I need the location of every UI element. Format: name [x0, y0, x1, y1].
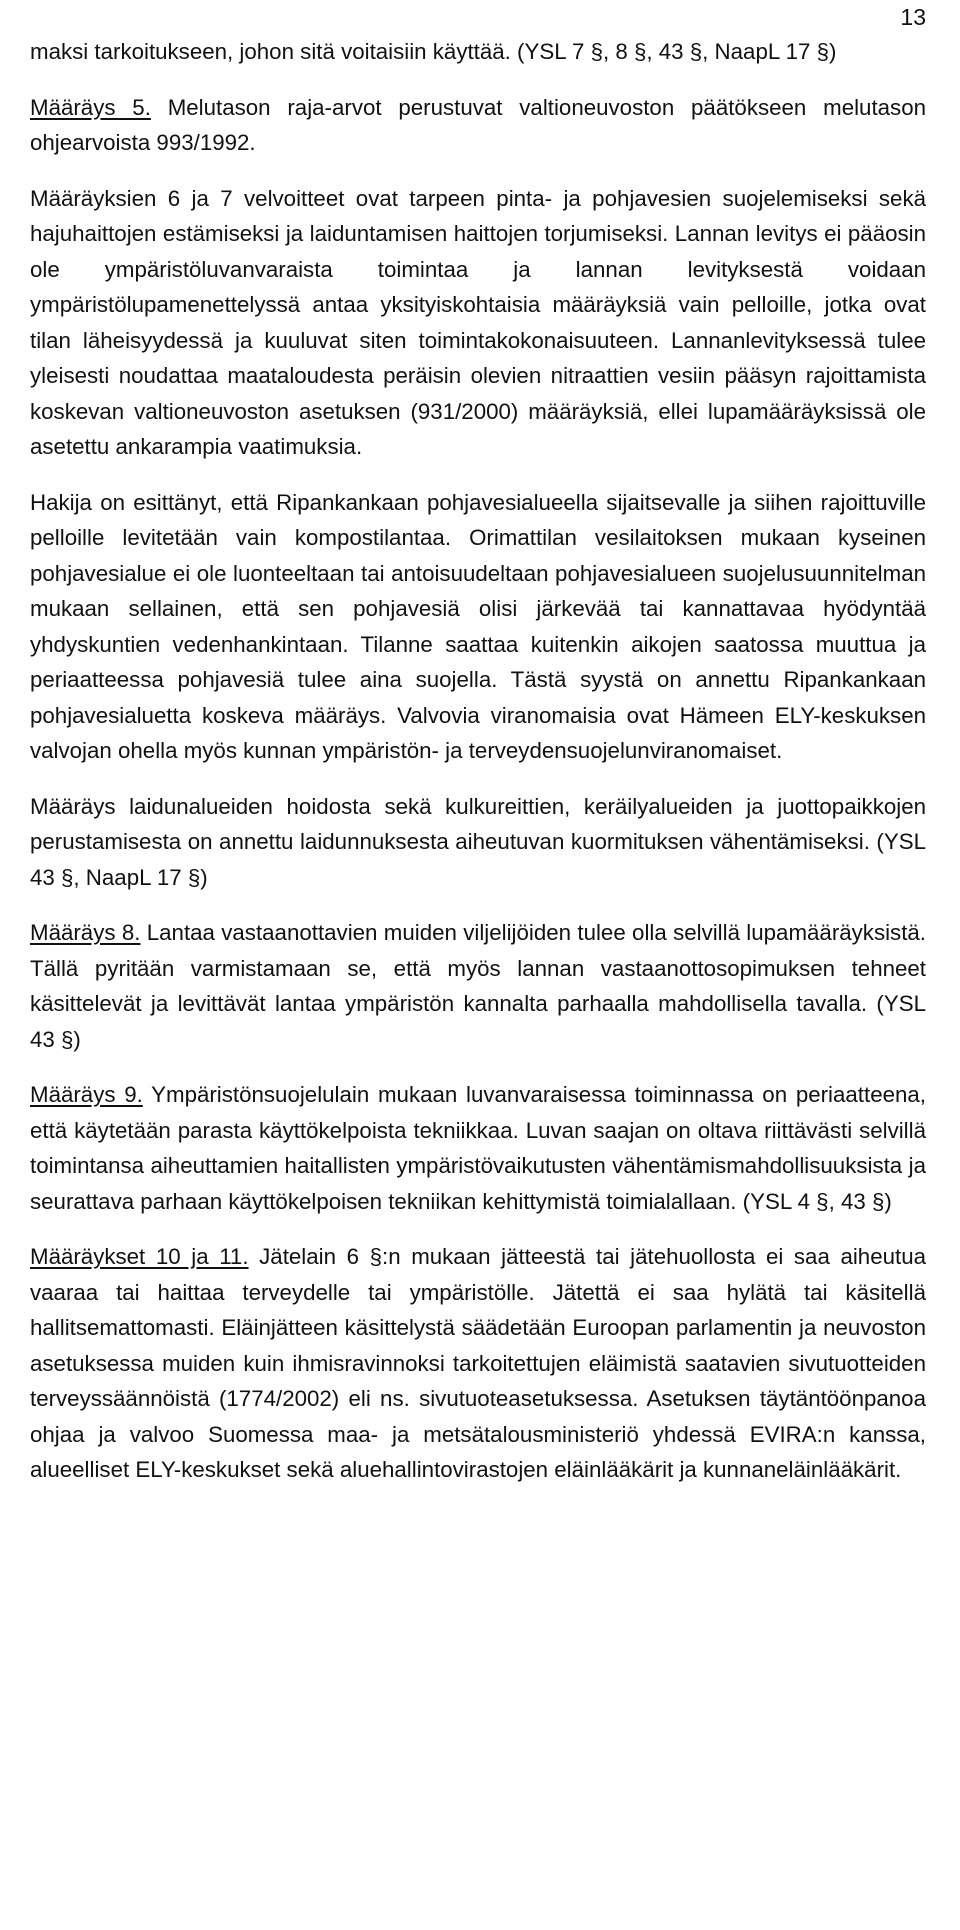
regulation-heading: Määräys 9.: [30, 1082, 143, 1107]
paragraph-maarays-9: [30, 1077, 926, 1219]
paragraph-laidunalueet: [30, 789, 926, 896]
document-body: [30, 34, 926, 1508]
paragraph-text: Määräyksien 6 ja 7 velvoitteet ovat tarpeen pinta- ja pohjavesien suojelemiseksi sekä hajuhaittojen estämiseksi ja laiduntamisen haittojen torjumiseksi. Lannan levitys ei pääosin ole ympäristöluvanvaraista toimintaa ja lannan levityksestä voidaan ympäristölupamenettelyssä antaa yksityiskohtaisia määräyksiä vain pelloille, jotka ovat tilan läheisyydessä ja kuuluvat siten toimintakokonaisuuteen. Lannanlevityksessä tulee yleisesti noudattaa maataloudesta peräisin olevien nitraattien vesiin pääsyn rajoittamista koskevan valtioneuvoston asetuksen (931/2000) määräyksiä, ellei lupamääräyksissä ole asetettu ankarampia vaatimuksia.: [30, 185, 926, 459]
regulation-heading: Määräys 5.: [30, 94, 151, 120]
paragraph-text: Ympäristönsuojelulain mukaan luvanvaraisessa toiminnassa on periaatteena, että käytetään parasta käyttökelpoista tekniikkaa. Luvan saajan on oltava riittävästi selvillä toimintansa aiheuttamien haitallisten ympäristövaikutusten vähentämismahdollisuuksista ja seurattava parhaan käyttökelpoisen tekniikan kehittymistä toimialallaan. (YSL 4 §, 43 §): [30, 1082, 926, 1214]
paragraph-hakija: [30, 485, 926, 769]
paragraph-maaraykset-10-11: [30, 1239, 926, 1488]
regulation-heading: Määräys 8.: [30, 920, 141, 945]
paragraph-intro: [30, 34, 926, 70]
paragraph-text: Jätelain 6 §:n mukaan jätteestä tai jätehuollosta ei saa aiheutua vaaraa tai haittaa terveydelle tai ympäristölle. Jätettä ei saa hylätä tai käsitellä hallitsemattomasti. Eläinjätteen käsittelystä säädetään Euroopan parlamentin ja neuvoston asetuksessa muiden kuin ihmisravinnoksi tarkoitettujen eläimistä saatavien sivutuotteiden terveyssäännöistä (1774/2002) eli ns. sivutuoteasetuksessa. Asetuksen täytäntöönpanoa ohjaa ja valvoo Suomessa maa- ja metsätalousministeriö yhdessä EVIRA:n kanssa, alueelliset ELY-keskukset sekä aluehallintovirastojen eläinlääkärit ja kunnaneläinlääkärit.: [30, 1244, 926, 1482]
page-number: 13: [900, 4, 926, 30]
regulation-heading: Määräykset 10 ja 11.: [30, 1244, 249, 1269]
paragraph-text: Melutason raja-arvot perustuvat valtioneuvoston päätökseen melutason ohjearvoista 993/1992.: [30, 94, 926, 155]
paragraph-text: Hakija on esittänyt, että Ripankankaan pohjavesialueella sijaitsevalle ja siihen rajoittuville pelloille levitetään vain kompostilantaa. Orimattilan vesilaitoksen mukaan kyseinen pohjavesialue ei ole luonteeltaan tai antoisuudeltaan pohjavesialueen suojelusuunnitelman mukaan sellainen, että sen pohjavesiä olisi järkevää tai kannattavaa hyödyntää yhdyskuntien vedenhankintaan. Tilanne saattaa kuitenkin aikojen saatossa muuttua ja periaatteessa pohjavesiä tulee aina suojella. Tästä syystä on annettu Ripankankaan pohjavesialuetta koskeva määräys. Valvovia viranomaisia ovat Hämeen ELY-keskuksen valvojan ohella myös kunnan ympäristön- ja terveydensuojelunviranomaiset.: [30, 489, 926, 763]
paragraph-maarays-8: [30, 915, 926, 1057]
paragraph-text: Määräys laidunalueiden hoidosta sekä kulkureittien, keräilyalueiden ja juottopaikkojen perustamisesta on annettu laidunnuksesta aiheutuvan kuormituksen vähentämiseksi. (YSL 43 §, NaapL 17 §): [30, 793, 926, 890]
paragraph-maarays-5: [30, 90, 926, 161]
paragraph-maaraykset-6-7: [30, 181, 926, 465]
paragraph-text: maksi tarkoitukseen, johon sitä voitaisiin käyttää. (YSL 7 §, 8 §, 43 §, NaapL 17 §): [30, 39, 837, 64]
paragraph-text: Lantaa vastaanottavien muiden viljelijöiden tulee olla selvillä lupamääräyksistä. Tällä pyritään varmistamaan se, että myös lannan vastaanottosopimuksen tehneet käsittelevät ja levittävät lantaa ympäristön kannalta parhaalla mahdollisella tavalla. (YSL 43 §): [30, 920, 926, 1052]
